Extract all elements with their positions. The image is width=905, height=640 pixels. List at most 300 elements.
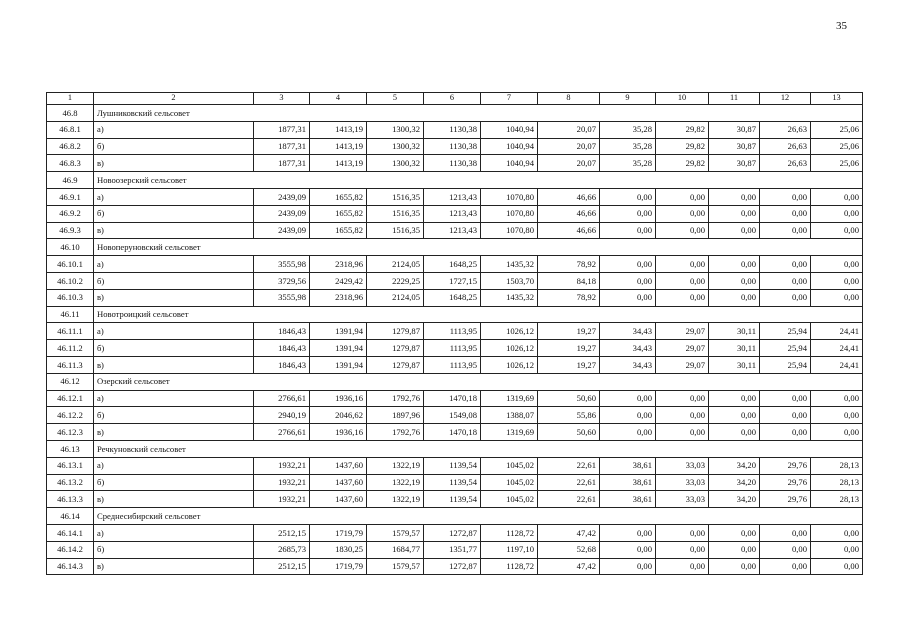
value-cell: 29,76 — [760, 457, 811, 474]
value-cell: 3555,98 — [254, 256, 310, 273]
table-row — [47, 188, 863, 205]
section-title: Лушниковский сельсовет — [94, 105, 863, 122]
row-subitem: а) — [94, 457, 254, 474]
value-cell: 1846,43 — [254, 340, 310, 357]
section-row — [47, 239, 863, 256]
value-cell: 1322,19 — [367, 491, 424, 508]
value-cell: 35,28 — [600, 138, 656, 155]
value-cell: 0,00 — [760, 524, 811, 541]
value-cell: 34,43 — [600, 356, 656, 373]
value-cell: 20,07 — [538, 138, 600, 155]
column-number: 10 — [656, 93, 709, 105]
value-cell: 26,63 — [760, 155, 811, 172]
value-cell: 1045,02 — [481, 457, 538, 474]
value-cell: 1437,60 — [310, 457, 367, 474]
value-cell: 0,00 — [709, 205, 760, 222]
value-cell: 0,00 — [760, 541, 811, 558]
table-row — [47, 323, 863, 340]
value-cell: 0,00 — [760, 558, 811, 575]
value-cell: 1026,12 — [481, 340, 538, 357]
value-cell: 1413,19 — [310, 138, 367, 155]
value-cell: 22,61 — [538, 474, 600, 491]
value-cell: 0,00 — [600, 289, 656, 306]
section-title: Речкуновский сельсовет — [94, 440, 863, 457]
value-cell: 0,00 — [811, 424, 863, 441]
column-number: 4 — [310, 93, 367, 105]
value-cell: 0,00 — [600, 188, 656, 205]
value-cell: 0,00 — [600, 272, 656, 289]
value-cell: 1792,76 — [367, 390, 424, 407]
value-cell: 25,06 — [811, 155, 863, 172]
value-cell: 1516,35 — [367, 222, 424, 239]
value-cell: 1130,38 — [424, 138, 481, 155]
value-cell: 0,00 — [656, 407, 709, 424]
value-cell: 30,11 — [709, 340, 760, 357]
value-cell: 0,00 — [760, 390, 811, 407]
row-subitem: б) — [94, 138, 254, 155]
value-cell: 2766,61 — [254, 390, 310, 407]
value-cell: 1272,87 — [424, 524, 481, 541]
value-cell: 0,00 — [600, 407, 656, 424]
value-cell: 34,20 — [709, 474, 760, 491]
value-cell: 2512,15 — [254, 524, 310, 541]
value-cell: 0,00 — [656, 390, 709, 407]
value-cell: 0,00 — [656, 256, 709, 273]
row-subitem: а) — [94, 323, 254, 340]
value-cell: 1300,32 — [367, 155, 424, 172]
row-subitem: б) — [94, 340, 254, 357]
value-cell: 0,00 — [811, 205, 863, 222]
value-cell: 0,00 — [656, 558, 709, 575]
value-cell: 1300,32 — [367, 138, 424, 155]
value-cell: 1877,31 — [254, 121, 310, 138]
value-cell: 1932,21 — [254, 457, 310, 474]
row-subitem: б) — [94, 541, 254, 558]
value-cell: 1437,60 — [310, 474, 367, 491]
column-number: 9 — [600, 93, 656, 105]
value-cell: 0,00 — [709, 256, 760, 273]
value-cell: 0,00 — [709, 407, 760, 424]
value-cell: 0,00 — [600, 205, 656, 222]
row-subitem: а) — [94, 390, 254, 407]
value-cell: 0,00 — [600, 424, 656, 441]
value-cell: 1040,94 — [481, 155, 538, 172]
value-cell: 25,94 — [760, 323, 811, 340]
column-number: 13 — [811, 93, 863, 105]
value-cell: 1648,25 — [424, 256, 481, 273]
section-code: 46.8 — [47, 105, 94, 122]
row-code: 46.9.1 — [47, 188, 94, 205]
row-subitem: в) — [94, 491, 254, 508]
value-cell: 25,94 — [760, 356, 811, 373]
value-cell: 24,41 — [811, 323, 863, 340]
value-cell: 29,82 — [656, 155, 709, 172]
row-code: 46.14.1 — [47, 524, 94, 541]
value-cell: 1877,31 — [254, 155, 310, 172]
row-subitem: в) — [94, 424, 254, 441]
row-subitem: а) — [94, 256, 254, 273]
value-cell: 0,00 — [811, 188, 863, 205]
value-cell: 1213,43 — [424, 205, 481, 222]
section-title: Озерский сельсовет — [94, 373, 863, 390]
value-cell: 1932,21 — [254, 474, 310, 491]
value-cell: 34,20 — [709, 491, 760, 508]
value-cell: 1128,72 — [481, 558, 538, 575]
row-code: 46.12.2 — [47, 407, 94, 424]
value-cell: 29,07 — [656, 323, 709, 340]
row-code: 46.11.3 — [47, 356, 94, 373]
value-cell: 1830,25 — [310, 541, 367, 558]
value-cell: 0,00 — [709, 524, 760, 541]
value-cell: 2046,62 — [310, 407, 367, 424]
value-cell: 1470,18 — [424, 424, 481, 441]
row-code: 46.14.2 — [47, 541, 94, 558]
value-cell: 24,41 — [811, 340, 863, 357]
value-cell: 1279,87 — [367, 340, 424, 357]
value-cell: 0,00 — [656, 524, 709, 541]
value-cell: 30,87 — [709, 121, 760, 138]
value-cell: 2766,61 — [254, 424, 310, 441]
value-cell: 50,60 — [538, 390, 600, 407]
row-code: 46.10.2 — [47, 272, 94, 289]
value-cell: 38,61 — [600, 474, 656, 491]
row-code: 46.9.3 — [47, 222, 94, 239]
value-cell: 1684,77 — [367, 541, 424, 558]
value-cell: 0,00 — [760, 424, 811, 441]
value-cell: 25,94 — [760, 340, 811, 357]
value-cell: 0,00 — [760, 272, 811, 289]
value-cell: 1516,35 — [367, 188, 424, 205]
value-cell: 0,00 — [760, 222, 811, 239]
value-cell: 22,61 — [538, 491, 600, 508]
value-cell: 0,00 — [811, 289, 863, 306]
value-cell: 33,03 — [656, 474, 709, 491]
value-cell: 34,43 — [600, 323, 656, 340]
row-subitem: б) — [94, 205, 254, 222]
value-cell: 1279,87 — [367, 356, 424, 373]
row-code: 46.9.2 — [47, 205, 94, 222]
value-cell: 1413,19 — [310, 155, 367, 172]
value-cell: 0,00 — [656, 424, 709, 441]
value-cell: 1516,35 — [367, 205, 424, 222]
row-code: 46.12.3 — [47, 424, 94, 441]
value-cell: 1936,16 — [310, 390, 367, 407]
value-cell: 1579,57 — [367, 558, 424, 575]
value-cell: 26,63 — [760, 138, 811, 155]
section-title: Среднесибирский сельсовет — [94, 508, 863, 525]
value-cell: 38,61 — [600, 457, 656, 474]
value-cell: 25,06 — [811, 121, 863, 138]
value-cell: 1351,77 — [424, 541, 481, 558]
value-cell: 22,61 — [538, 457, 600, 474]
value-cell: 29,76 — [760, 474, 811, 491]
value-cell: 0,00 — [760, 407, 811, 424]
value-cell: 2429,42 — [310, 272, 367, 289]
value-cell: 29,07 — [656, 340, 709, 357]
value-cell: 0,00 — [656, 541, 709, 558]
value-cell: 0,00 — [600, 558, 656, 575]
value-cell: 1503,70 — [481, 272, 538, 289]
value-cell: 1197,10 — [481, 541, 538, 558]
column-number: 1 — [47, 93, 94, 105]
row-code: 46.10.3 — [47, 289, 94, 306]
table-row — [47, 407, 863, 424]
value-cell: 1413,19 — [310, 121, 367, 138]
value-cell: 1322,19 — [367, 457, 424, 474]
section-row — [47, 373, 863, 390]
value-cell: 1932,21 — [254, 491, 310, 508]
value-cell: 1719,79 — [310, 558, 367, 575]
value-cell: 1213,43 — [424, 222, 481, 239]
value-cell: 1139,54 — [424, 474, 481, 491]
value-cell: 1648,25 — [424, 289, 481, 306]
table-row — [47, 272, 863, 289]
value-cell: 1579,57 — [367, 524, 424, 541]
value-cell: 1655,82 — [310, 222, 367, 239]
row-subitem: в) — [94, 289, 254, 306]
value-cell: 0,00 — [709, 390, 760, 407]
value-cell: 29,82 — [656, 138, 709, 155]
value-cell: 2124,05 — [367, 256, 424, 273]
value-cell: 0,00 — [709, 289, 760, 306]
column-number: 2 — [94, 93, 254, 105]
section-title: Новоперуновский сельсовет — [94, 239, 863, 256]
value-cell: 1846,43 — [254, 356, 310, 373]
value-cell: 1388,07 — [481, 407, 538, 424]
value-cell: 0,00 — [760, 256, 811, 273]
value-cell: 1391,94 — [310, 340, 367, 357]
column-number-row — [47, 93, 863, 105]
value-cell: 2512,15 — [254, 558, 310, 575]
value-cell: 0,00 — [656, 188, 709, 205]
value-cell: 1070,80 — [481, 205, 538, 222]
value-cell: 0,00 — [600, 524, 656, 541]
value-cell: 1655,82 — [310, 188, 367, 205]
column-number: 7 — [481, 93, 538, 105]
value-cell: 33,03 — [656, 491, 709, 508]
table-row — [47, 222, 863, 239]
value-cell: 47,42 — [538, 524, 600, 541]
value-cell: 1300,32 — [367, 121, 424, 138]
value-cell: 38,61 — [600, 491, 656, 508]
row-subitem: в) — [94, 155, 254, 172]
value-cell: 55,86 — [538, 407, 600, 424]
value-cell: 1322,19 — [367, 474, 424, 491]
section-code: 46.10 — [47, 239, 94, 256]
section-title: Новотроицкий сельсовет — [94, 306, 863, 323]
value-cell: 26,63 — [760, 121, 811, 138]
column-number: 8 — [538, 93, 600, 105]
value-cell: 0,00 — [811, 541, 863, 558]
row-code: 46.11.1 — [47, 323, 94, 340]
value-cell: 0,00 — [811, 272, 863, 289]
value-cell: 35,28 — [600, 155, 656, 172]
value-cell: 35,28 — [600, 121, 656, 138]
value-cell: 28,13 — [811, 491, 863, 508]
value-cell: 0,00 — [656, 222, 709, 239]
value-cell: 1391,94 — [310, 356, 367, 373]
value-cell: 0,00 — [600, 256, 656, 273]
value-cell: 1139,54 — [424, 457, 481, 474]
value-cell: 0,00 — [600, 541, 656, 558]
table-row — [47, 541, 863, 558]
value-cell: 34,43 — [600, 340, 656, 357]
value-cell: 30,87 — [709, 155, 760, 172]
value-cell: 1319,69 — [481, 390, 538, 407]
value-cell: 2318,96 — [310, 289, 367, 306]
section-row — [47, 306, 863, 323]
value-cell: 1727,15 — [424, 272, 481, 289]
value-cell: 30,11 — [709, 323, 760, 340]
tariff-table — [46, 92, 863, 575]
value-cell: 30,11 — [709, 356, 760, 373]
value-cell: 0,00 — [760, 289, 811, 306]
value-cell: 1128,72 — [481, 524, 538, 541]
value-cell: 0,00 — [811, 407, 863, 424]
value-cell: 0,00 — [811, 558, 863, 575]
value-cell: 2229,25 — [367, 272, 424, 289]
value-cell: 0,00 — [656, 289, 709, 306]
value-cell: 28,13 — [811, 457, 863, 474]
value-cell: 1026,12 — [481, 356, 538, 373]
value-cell: 1272,87 — [424, 558, 481, 575]
value-cell: 2124,05 — [367, 289, 424, 306]
value-cell: 0,00 — [811, 524, 863, 541]
value-cell: 1435,32 — [481, 256, 538, 273]
section-row — [47, 508, 863, 525]
value-cell: 29,82 — [656, 121, 709, 138]
value-cell: 1213,43 — [424, 188, 481, 205]
value-cell: 0,00 — [811, 390, 863, 407]
table-row — [47, 138, 863, 155]
section-code: 46.12 — [47, 373, 94, 390]
value-cell: 2439,09 — [254, 205, 310, 222]
value-cell: 0,00 — [600, 222, 656, 239]
value-cell: 1792,76 — [367, 424, 424, 441]
value-cell: 1026,12 — [481, 323, 538, 340]
table-row — [47, 424, 863, 441]
value-cell: 0,00 — [709, 541, 760, 558]
value-cell: 0,00 — [709, 558, 760, 575]
value-cell: 1319,69 — [481, 424, 538, 441]
row-code: 46.8.3 — [47, 155, 94, 172]
value-cell: 0,00 — [709, 424, 760, 441]
value-cell: 46,66 — [538, 188, 600, 205]
value-cell: 1113,95 — [424, 323, 481, 340]
row-code: 46.13.2 — [47, 474, 94, 491]
value-cell: 1139,54 — [424, 491, 481, 508]
table-row — [47, 289, 863, 306]
value-cell: 1040,94 — [481, 121, 538, 138]
row-code: 46.11.2 — [47, 340, 94, 357]
value-cell: 1130,38 — [424, 121, 481, 138]
value-cell: 34,20 — [709, 457, 760, 474]
value-cell: 0,00 — [656, 272, 709, 289]
value-cell: 0,00 — [600, 390, 656, 407]
value-cell: 0,00 — [709, 272, 760, 289]
value-cell: 78,92 — [538, 256, 600, 273]
value-cell: 1936,16 — [310, 424, 367, 441]
value-cell: 1437,60 — [310, 491, 367, 508]
value-cell: 1130,38 — [424, 155, 481, 172]
table-row — [47, 524, 863, 541]
value-cell: 1045,02 — [481, 491, 538, 508]
value-cell: 29,07 — [656, 356, 709, 373]
value-cell: 0,00 — [760, 205, 811, 222]
row-subitem: а) — [94, 188, 254, 205]
value-cell: 1877,31 — [254, 138, 310, 155]
value-cell: 30,87 — [709, 138, 760, 155]
row-subitem: а) — [94, 524, 254, 541]
value-cell: 46,66 — [538, 222, 600, 239]
table-row — [47, 155, 863, 172]
value-cell: 19,27 — [538, 340, 600, 357]
value-cell: 46,66 — [538, 205, 600, 222]
row-subitem: в) — [94, 558, 254, 575]
value-cell: 1549,08 — [424, 407, 481, 424]
row-subitem: в) — [94, 222, 254, 239]
table-row — [47, 205, 863, 222]
value-cell: 0,00 — [709, 222, 760, 239]
value-cell: 19,27 — [538, 323, 600, 340]
row-subitem: б) — [94, 407, 254, 424]
column-number: 12 — [760, 93, 811, 105]
row-code: 46.8.2 — [47, 138, 94, 155]
value-cell: 47,42 — [538, 558, 600, 575]
value-cell: 25,06 — [811, 138, 863, 155]
value-cell: 2439,09 — [254, 188, 310, 205]
value-cell: 20,07 — [538, 121, 600, 138]
value-cell: 1655,82 — [310, 205, 367, 222]
table-row — [47, 340, 863, 357]
value-cell: 24,41 — [811, 356, 863, 373]
value-cell: 52,68 — [538, 541, 600, 558]
value-cell: 1045,02 — [481, 474, 538, 491]
row-code: 46.10.1 — [47, 256, 94, 273]
table-row — [47, 390, 863, 407]
value-cell: 29,76 — [760, 491, 811, 508]
value-cell: 0,00 — [709, 188, 760, 205]
section-code: 46.14 — [47, 508, 94, 525]
row-subitem: а) — [94, 121, 254, 138]
row-code: 46.12.1 — [47, 390, 94, 407]
value-cell: 1279,87 — [367, 323, 424, 340]
row-code: 46.8.1 — [47, 121, 94, 138]
section-row — [47, 105, 863, 122]
row-code: 46.13.3 — [47, 491, 94, 508]
value-cell: 1897,96 — [367, 407, 424, 424]
row-code: 46.13.1 — [47, 457, 94, 474]
section-code: 46.13 — [47, 440, 94, 457]
table-row — [47, 121, 863, 138]
value-cell: 1070,80 — [481, 188, 538, 205]
table-row — [47, 457, 863, 474]
value-cell: 1113,95 — [424, 340, 481, 357]
table-row — [47, 558, 863, 575]
value-cell: 1470,18 — [424, 390, 481, 407]
value-cell: 3729,56 — [254, 272, 310, 289]
table-row — [47, 356, 863, 373]
value-cell: 33,03 — [656, 457, 709, 474]
value-cell: 0,00 — [811, 222, 863, 239]
column-number: 11 — [709, 93, 760, 105]
column-number: 5 — [367, 93, 424, 105]
row-subitem: б) — [94, 272, 254, 289]
row-code: 46.14.3 — [47, 558, 94, 575]
section-row — [47, 440, 863, 457]
value-cell: 20,07 — [538, 155, 600, 172]
value-cell: 1113,95 — [424, 356, 481, 373]
